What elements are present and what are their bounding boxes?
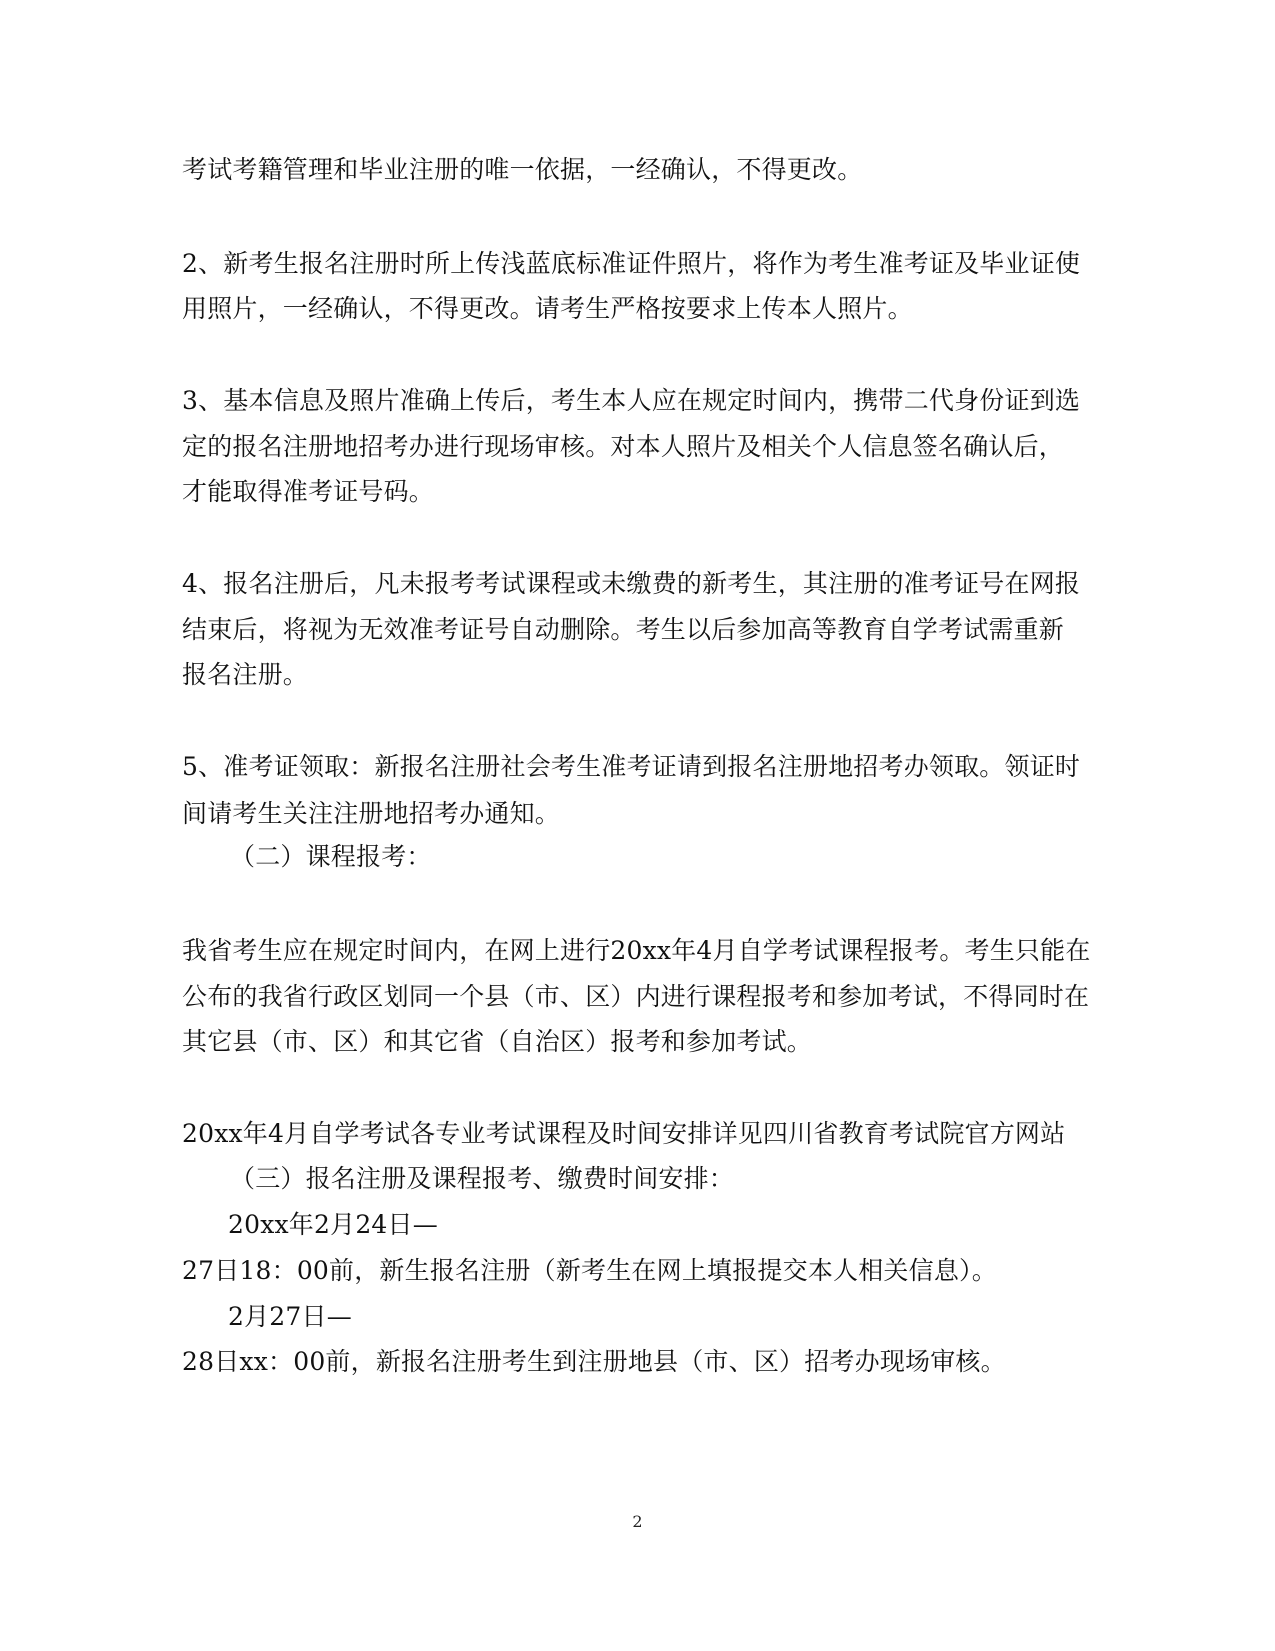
text-line: 定的报名注册地招考办进行现场审核。对本人照片及相关个人信息签名确认后， — [182, 432, 1065, 461]
text-line: 27日18：00前，新生报名注册（新考生在网上填报提交本人相关信息）。 — [182, 1256, 997, 1285]
text-line: 2、新考生报名注册时所上传浅蓝底标准证件照片，将作为考生准考证及毕业证使 — [182, 249, 1081, 278]
text-line: 其它县（市、区）和其它省（自治区）报考和参加考试。 — [182, 1027, 813, 1056]
text-line: 用照片，一经确认，不得更改。请考生严格按要求上传本人照片。 — [182, 294, 913, 323]
text-line: 4、报名注册后，凡未报考考试课程或未缴费的新考生，其注册的准考证号在网报 — [182, 569, 1081, 598]
text-line: 报名注册。 — [182, 660, 309, 689]
date-line: 20xx年2月24日— — [228, 1210, 438, 1239]
text-line: 考试考籍管理和毕业注册的唯一依据，一经确认，不得更改。 — [182, 155, 863, 184]
text-line: 3、基本信息及照片准确上传后，考生本人应在规定时间内，携带二代身份证到选 — [182, 386, 1081, 415]
text-line: 20xx年4月自学考试各专业考试课程及时间安排详见四川省教育考试院官方网站 — [182, 1119, 1066, 1148]
date-line: 2月27日— — [228, 1302, 352, 1331]
text-line: 间请考生关注注册地招考办通知。 — [182, 799, 561, 828]
page-number: 2 — [632, 1512, 643, 1531]
text-line: 公布的我省行政区划同一个县（市、区）内进行课程报考和参加考试，不得同时在 — [182, 982, 1090, 1011]
section-heading: （三）报名注册及课程报考、缴费时间安排： — [230, 1164, 735, 1193]
text-line: 5、准考证领取：新报名注册社会考生准考证请到报名注册地招考办领取。领证时 — [182, 752, 1081, 781]
section-heading: （二）课程报考： — [230, 842, 432, 871]
text-line: 我省考生应在规定时间内，在网上进行20xx年4月自学考试课程报考。考生只能在 — [182, 936, 1091, 965]
text-line: 才能取得准考证号码。 — [182, 477, 435, 506]
text-line: 28日xx：00前，新报名注册考生到注册地县（市、区）招考办现场审核。 — [182, 1347, 1006, 1376]
text-line: 结束后，将视为无效准考证号自动删除。考生以后参加高等教育自学考试需重新 — [182, 615, 1065, 644]
